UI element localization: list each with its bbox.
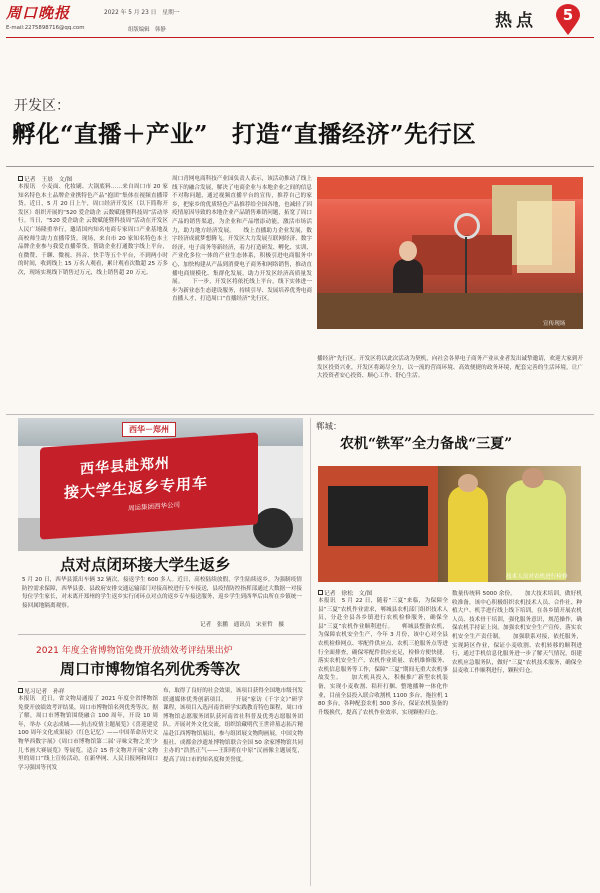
- museum-col1: 本报讯 近日，省文物局通报了 2021 年度全省博物馆免费开放绩效考评结果，周口市博物馆名列优秀等次。据了解，周口市博物馆围绕融合 100 周年，开设 10 周年，举办《众志成城——抗击疫情主题展览》《喜迎建党 100 周年文化成果展》（红色记忆）——中国革命历史文物华西数字展》《周口市博物馆第二届‘寻味文物之美’少儿书画大赛展览》等展览。适合 15 件文物并开展“文物里的周口”线上宣传活动，在新华网、人民日报网和周口学习强国等刊发: [18, 696, 158, 771]
- museum-col2: 布，取得了良好的社会效果，该项目获得全国地市级刊发联通媒体优秀创新项目。 开展“家访《千字文》”研学课程，该项目入选河南省研学实践教育特色课程，周口市博物馆志愿服务团队获河南省社科普及优秀志愿服务团队。开展对外文化交流，组织馆藏明代王世祥墓志拓片精品赴江西博物馆展出，参与组团展文物陶画展，中国文物报社、成都金沙遗址博物馆联合全国 50 余家博物馆共同主办的“浩然正气——王阳明在中原”汉画像主题展览，提高了周口市的知名度和美誉度。: [163, 688, 303, 763]
- section-name: 热点: [495, 11, 537, 31]
- bus-body: 5 月 20 日，西华县派出车辆 32 辆次，接返学生 600 多人。近日，高校陆续放假，学生陆续返乡，为强制疫情防控需求保障，西华县委、县政府安排交通运输部门对接高校进行专车接送，县疫情防控指挥部通过大数据一对接每位学生家长，对未离开郑州的学生返乡实行闭环点对点的返乡专车接送服务，返乡学生到西华后由所在乡镇统一接回属地隔离观察。: [22, 577, 302, 609]
- farm-photo-caption: 技术人员对农机进行检修: [506, 574, 568, 580]
- bus-photo: [18, 418, 303, 551]
- farm-headline: 农机“铁军”全力备战“三夏”: [340, 436, 513, 452]
- page-number-badge: 5: [554, 4, 582, 36]
- farm-col1: 本报讯 5 月 22 日，随着“三夏”来临，为保障全县“三夏”农机作业需求，郸城县农机部门组织技术人员，分赴全县各乡镇进行农机检修服务，确保全县“三夏”农机作业顺利进行。 郸城县整备农机，为保障农机安全生产，今年 3 月份，该中心对全县农机检修网点、零配件供应点、农机三抢服务点等进行全面排查，确保零配件供应充足，检修方便快捷。落实农机安全生产、农机作业质量、农机维修服务、农机信息服务等工作，保障“三夏”期间无重大农机事故发生。 加大机具投入，积极推广新型农机装备，实现小麦收割、秸秆打捆、整地播种一体化作业，目前全县投入联合收割机 1100 多台、拖拉机 180 多台，各种配套农机 300 多台，保证农机装备的升级换代，提高了农机作业效率，实现颗粒归仓。: [318, 598, 448, 716]
- top-byline: 记者 王晨 文/图: [18, 174, 72, 183]
- bus-credit: 记者 张鹏 通讯员 宋亚哲 摄: [200, 622, 284, 628]
- masthead-date: 2022 年 5 月 23 日 星期一: [104, 10, 180, 16]
- top-article-col2: 周口青网电商科技产业园负责人表示，该活动推动了线上线下的融合发展，解决了电商企业与本地企业之间的信息不对称问题，通过视频直播平台的宣传，推荐自己的家乡，把家乡的优质特色产品推荐给全国各地，也减轻了因疫情原因导致的本地企业产品销售难销问题，拓宽了周口产品的销售渠道，为企业和产品增添动能，激活市场活力，助力地方经济发展。 线上直播助力企业发展，数字经济成就梦想腾飞。开发区大力发展互联网经济、数字经济，电子商务等新经济，着力打造研发、孵化、实训、产业化多位一体的产业生态体系，积极引进电商服务中心，加快构建从产品到消费电子商务和网络销售，推动直播电商规模化、集群化发展，助力开发区经济高质量发展。 下一步，开发区将依托线上平台，线下实体进一步为新业态生态建设服务，持续引导、发展培养优秀电商直播人才，打造周口“直播经济”先行区。: [172, 176, 312, 303]
- photo-caption: 宣传现场: [543, 321, 566, 327]
- museum-byline: 见习记者 孙祥: [18, 686, 65, 695]
- district-label: 开发区：: [14, 98, 70, 114]
- main-headline: 孵化“直播＋产业” 打造“直播经济”先行区: [12, 120, 477, 148]
- top-article-col3: 播经济”先行区。开发区将以此次活动为契机，向社会各界电子商务产业从业者发出诚挚邀请，欢迎大家到开发区投资兴业，开发区将竭尽全力，以一流的营商环境、高效便捷的政务环境，配套完善的生活环境，让广大投资者安心投资、顺心工作、舒心生活。: [317, 356, 583, 380]
- masthead-logo: 周口晚报: [6, 4, 71, 22]
- livestream-photo: [317, 177, 583, 329]
- museum-headline: 周口市博物馆名列优秀等次: [60, 660, 241, 678]
- top-article-col1: 本报讯 小麦面、化妆刷、大锅底料……来自周口市 20 家知名特色本土品牌企业携特色产品“抱团”集体在视频直播带货。近日，5 月 20 日上午，周口经济开发区（以下简称开发区）组织开展的“520 爱企助企 云数赋能暨科技周”活动举行。当日，“520 爱企助企 云数赋能暨科技周”活动在开发区人民广场隆重举行，邀请国内知名电商专家周口产业基地及高校师生助力直播带货。现场，来自市 20 家知名特色本土品牌企业参与我爱直播带货，帮助企业打通数字线上平台，在微赞、千聊、微视、抖音、快手等五个平台，不到两小时的时间，收到线上 15 万名人观看，累计观看次数超 25 万多次，现场实现线下销售过万元，线上销售超 20 万元。: [18, 184, 168, 276]
- bus-small-sign: 西华－郑州: [122, 422, 176, 437]
- masthead-editor: 组版编辑 韩静: [128, 27, 166, 33]
- farm-byline: 记者 徐松 文/图: [318, 588, 372, 597]
- farm-col2: 数量传统料 5000 余份。 加大技术培训，做好机收准备，该中心积极组织农机技术人员、合作社、种植大户、机手进行线上线下培训，在各乡镇开展农机人员、技术骨干培训，强化服务意识，规范操作，确保农机手持证上岗。加强农机安全生产宣传，落实农机安全生产责任制。 加强联系对接，依托服务，实现跨区作业，保证小麦收割、农机转移的顺利进行，通过手机信息化服务进一步了解天气情况，组建农机应急服务队，做好“三夏”农机技术服务，确保全县麦收工作顺利进行，颗粒归仓。: [452, 591, 582, 675]
- bus-banner: 西华县赴郑州 接大学生返乡专用车 周运集团西华公司: [40, 432, 258, 539]
- bus-headline: 点对点闭环接大学生返乡: [60, 555, 231, 574]
- masthead-email: E-mail:2275898716@qq.com: [6, 25, 85, 31]
- farm-district: 郸城：: [316, 422, 342, 432]
- farm-photo: [318, 466, 581, 582]
- museum-kicker: 2021 年度全省博物馆免费开放绩效考评结果出炉: [36, 646, 233, 656]
